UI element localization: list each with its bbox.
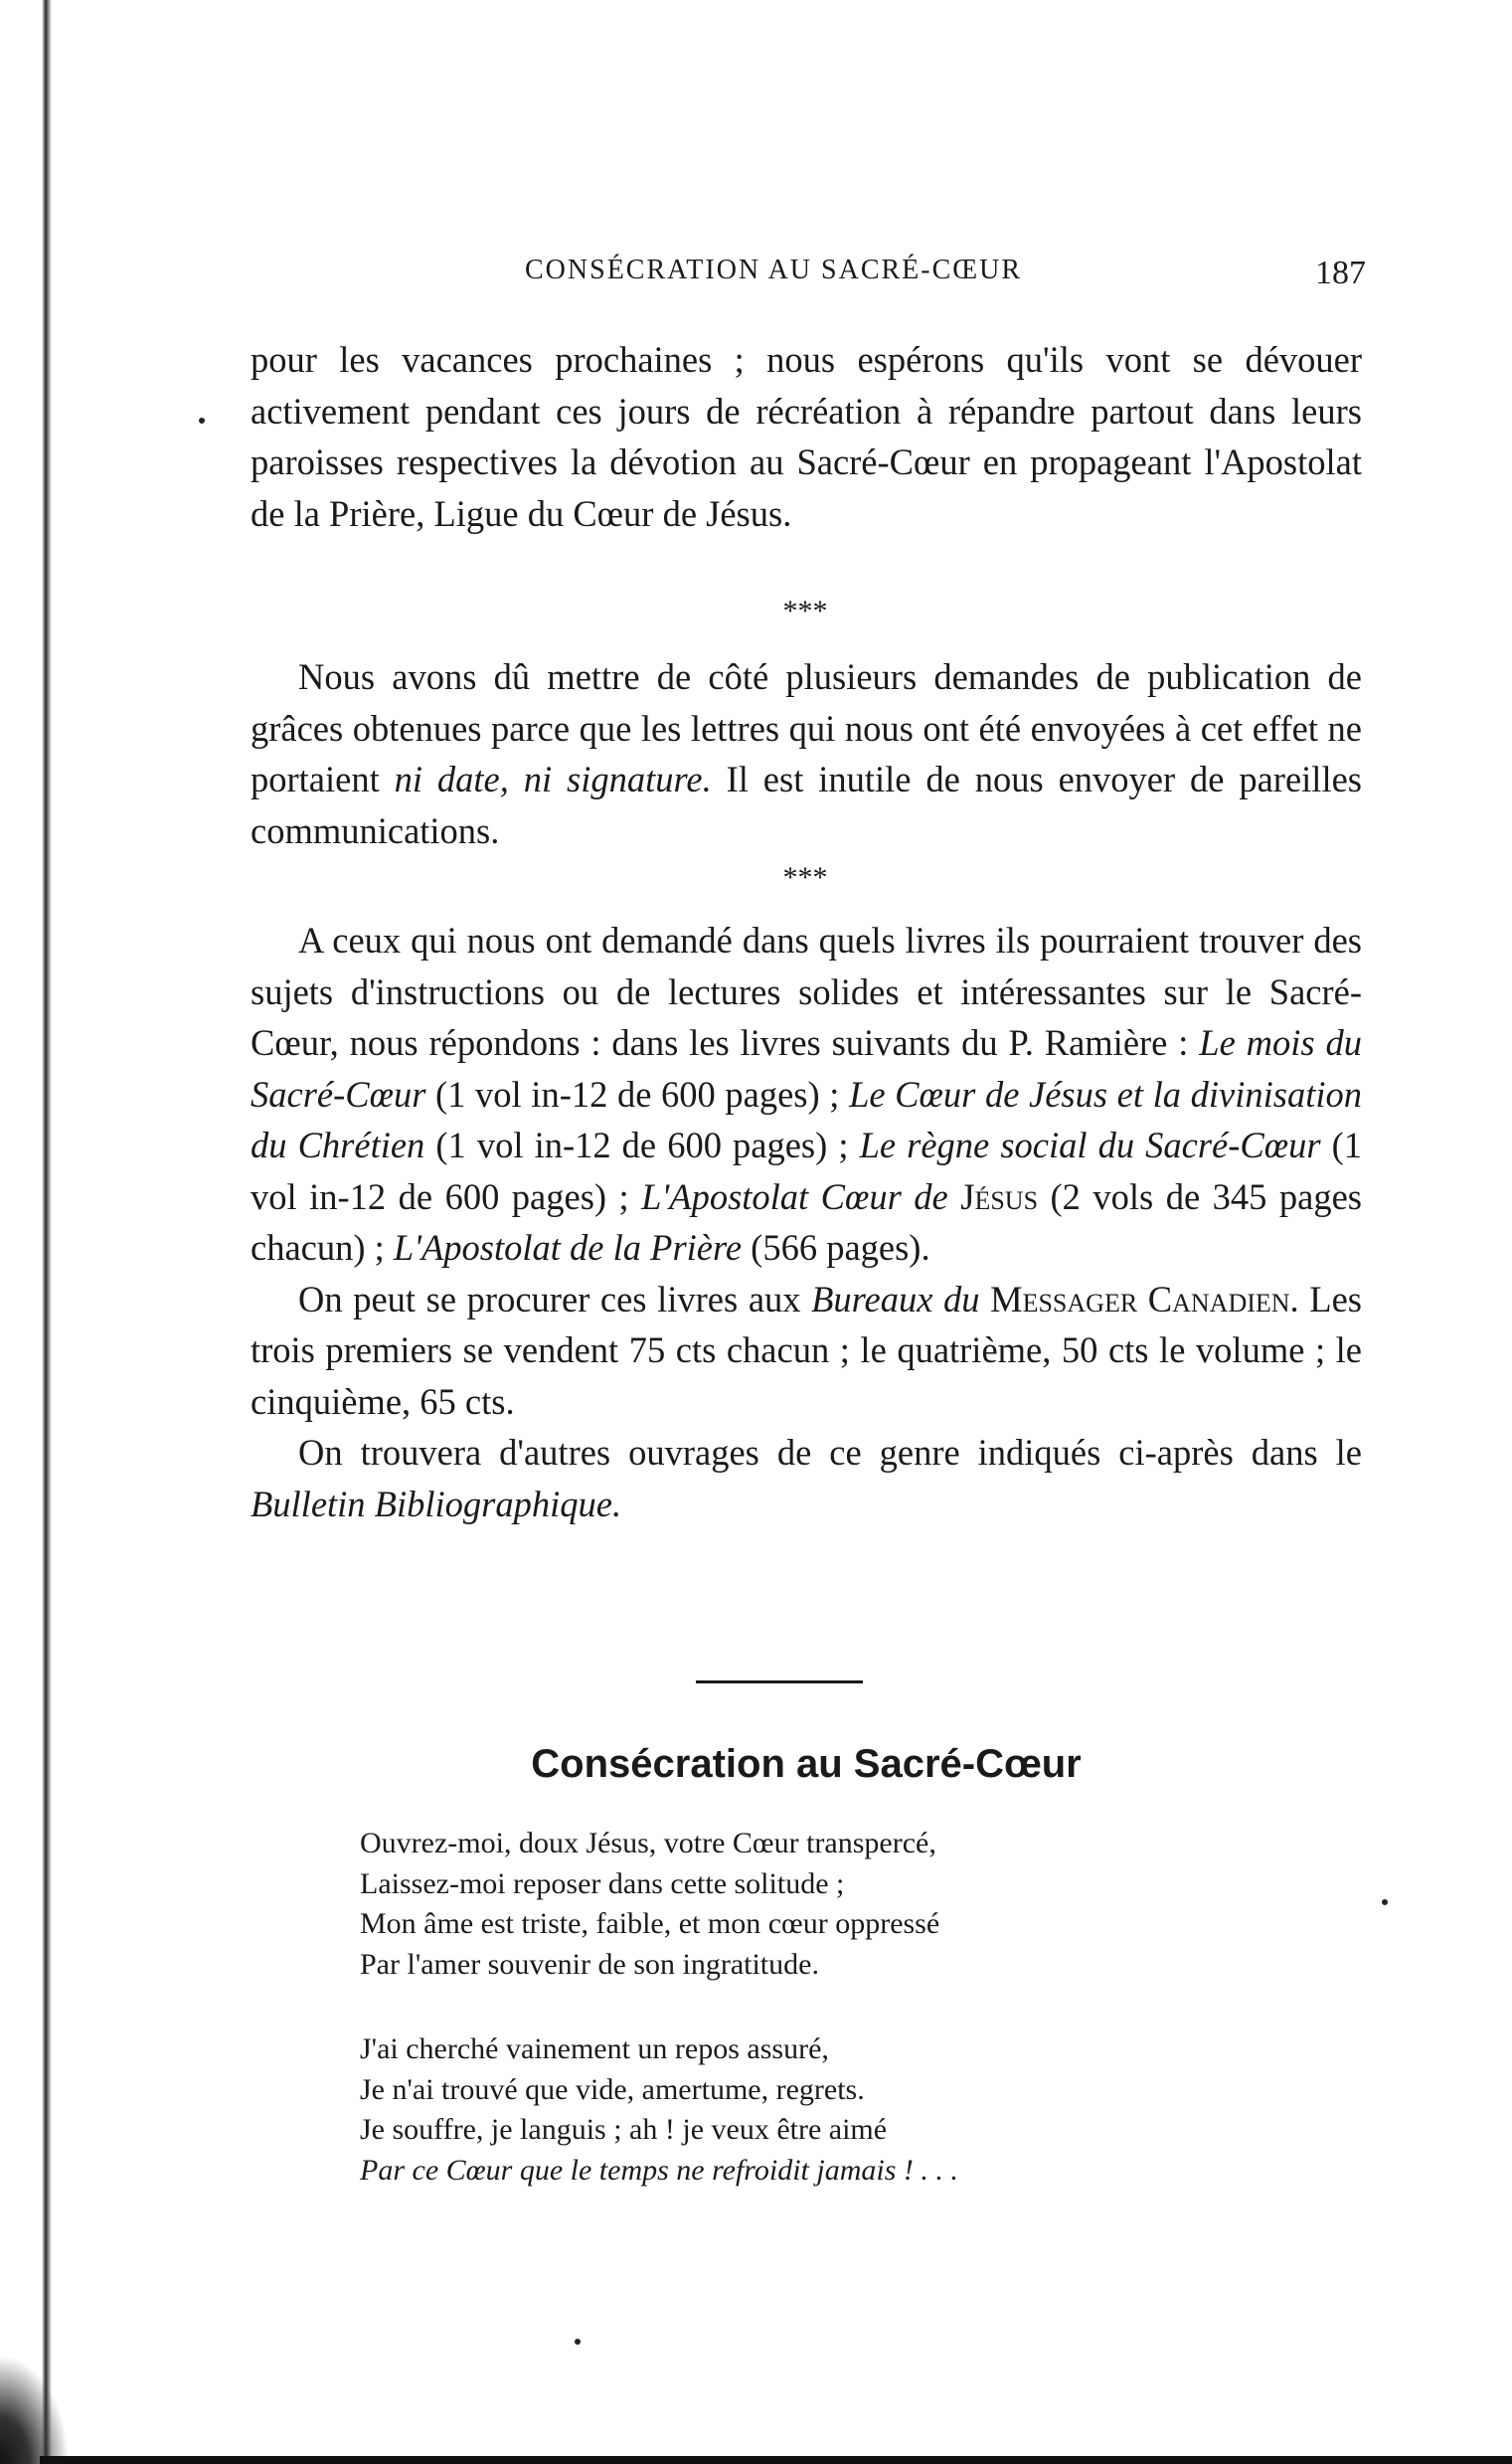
verse-line: Laissez-moi reposer dans cette solitude ; xyxy=(360,1866,845,1900)
p3-jesus: Jésus xyxy=(960,1175,1039,1217)
page-bottom-edge xyxy=(40,2456,1512,2464)
binding-shadow xyxy=(0,2355,70,2464)
paragraph-1 xyxy=(251,334,1362,539)
running-head-title: CONSÉCRATION AU SACRÉ-CŒUR xyxy=(525,255,1023,285)
asterism-1: *** xyxy=(782,595,828,627)
paragraph-2-text-2: Il est inutile de nous envoyer de pareilles communications. xyxy=(251,759,1362,851)
p5-bulletin: Bulletin Bibliographique. xyxy=(251,1483,622,1524)
p4-text-a: On peut se procurer ces livres aux xyxy=(298,1278,801,1320)
page-speck xyxy=(575,2339,581,2345)
poem-stanza-1 xyxy=(360,1824,1255,1985)
paragraph-2-body xyxy=(251,651,1362,856)
book-title-coeur-de-jesus: Le Cœur de Jésus et la divinisation du Chrétien xyxy=(251,1073,1363,1165)
p3-text-j: (2 vols de 345 pages chacun) ; xyxy=(251,1175,1363,1268)
poem-stanza-2 xyxy=(360,2029,1255,2191)
book-title-apostolat-coeur: L'Apostolat Cœur de xyxy=(641,1175,948,1217)
p3-text-c: (1 vol in-12 de 600 pages) ; xyxy=(435,1073,840,1115)
verse-line: Je n'ai trouvé que vide, amertume, regrets. xyxy=(360,2072,865,2106)
page-speck xyxy=(199,418,205,424)
p4-messager: Messager Canadien. xyxy=(990,1278,1299,1320)
verse-line: J'ai cherché vainement un repos assuré, xyxy=(360,2032,829,2065)
p3-text-e: (1 vol in-12 de 600 pages) ; xyxy=(435,1125,849,1165)
p4-text-d: Les trois premiers se vendent 75 cts chacun ; le quatrième, 50 cts le volume ; le cinquième, 65 cts. xyxy=(251,1278,1362,1422)
book-title-mois-du-sacre-coeur: Le mois du Sacré-Cœur xyxy=(251,1022,1363,1115)
paragraph-2-italic: ni date, ni signature. xyxy=(394,759,712,799)
verse-line-italic-text: Par ce Cœur que le temps ne refroidit jamais ! . . . xyxy=(360,2153,958,2187)
page-number: 187 xyxy=(1315,255,1366,291)
paragraph-2-text: Nous avons dû mettre de côté plusieurs demandes de publication de grâces obtenues parce que les lettres qui nous ont été envoyées à cet effet ne portaient xyxy=(251,656,1362,799)
p3-text-g: (1 vol in-12 de 600 pages) ; xyxy=(251,1125,1363,1217)
verse-line: Ouvrez-moi, doux Jésus, votre Cœur transpercé, xyxy=(360,1827,936,1859)
page-speck xyxy=(1382,1899,1388,1905)
verse-line: Mon âme est triste, faible, et mon cœur oppressé xyxy=(360,1907,940,1940)
paragraph-5 xyxy=(251,1427,1362,1529)
paragraphs-3-5 xyxy=(251,915,1362,1529)
paragraph-2 xyxy=(251,651,1362,856)
book-binding-edge xyxy=(0,0,62,2464)
book-title-regne-social: Le règne social du Sacré-Cœur xyxy=(859,1125,1321,1165)
section-divider xyxy=(696,1680,863,1683)
running-head xyxy=(237,255,1366,300)
p3-text-l: (566 pages). xyxy=(751,1227,930,1268)
paragraph-4 xyxy=(251,1274,1362,1428)
p3-text-a: A ceux qui nous ont demandé dans quels livres ils pourraient trouver des sujets d'instructions ou de lectures solides et intéressantes sur le Sacré-Cœur, nous répondons : dans les livres suivants du P. Ramière : xyxy=(251,920,1362,1063)
verse-line: Par l'amer souvenir de son ingratitude. xyxy=(360,1947,819,1981)
verse-line: Je souffre, je languis ; ah ! je veux être aimé xyxy=(360,2113,888,2146)
verse-line-italic xyxy=(360,2151,1255,2192)
p5-text-a: On trouvera d'autres ouvrages de ce genre indiqués ci-après dans le xyxy=(298,1432,1362,1473)
paragraph-3 xyxy=(251,915,1362,1274)
book-title-apostolat-priere: L'Apostolat de la Prière xyxy=(393,1227,743,1268)
p4-bureaux: Bureaux du xyxy=(811,1278,980,1320)
poem-title: Consécration au Sacré-Cœur xyxy=(531,1742,1082,1786)
asterism-2: *** xyxy=(782,861,828,894)
paragraph-1-text: pour les vacances prochaines ; nous espérons qu'ils vont se dévouer activement pendant ces jours de récréation à répandre partout dans leurs paroisses respectives la dévotion au Sacré-Cœur en propageant l'Apostolat de la Prière, Ligue du Cœur de Jésus. xyxy=(251,339,1362,534)
